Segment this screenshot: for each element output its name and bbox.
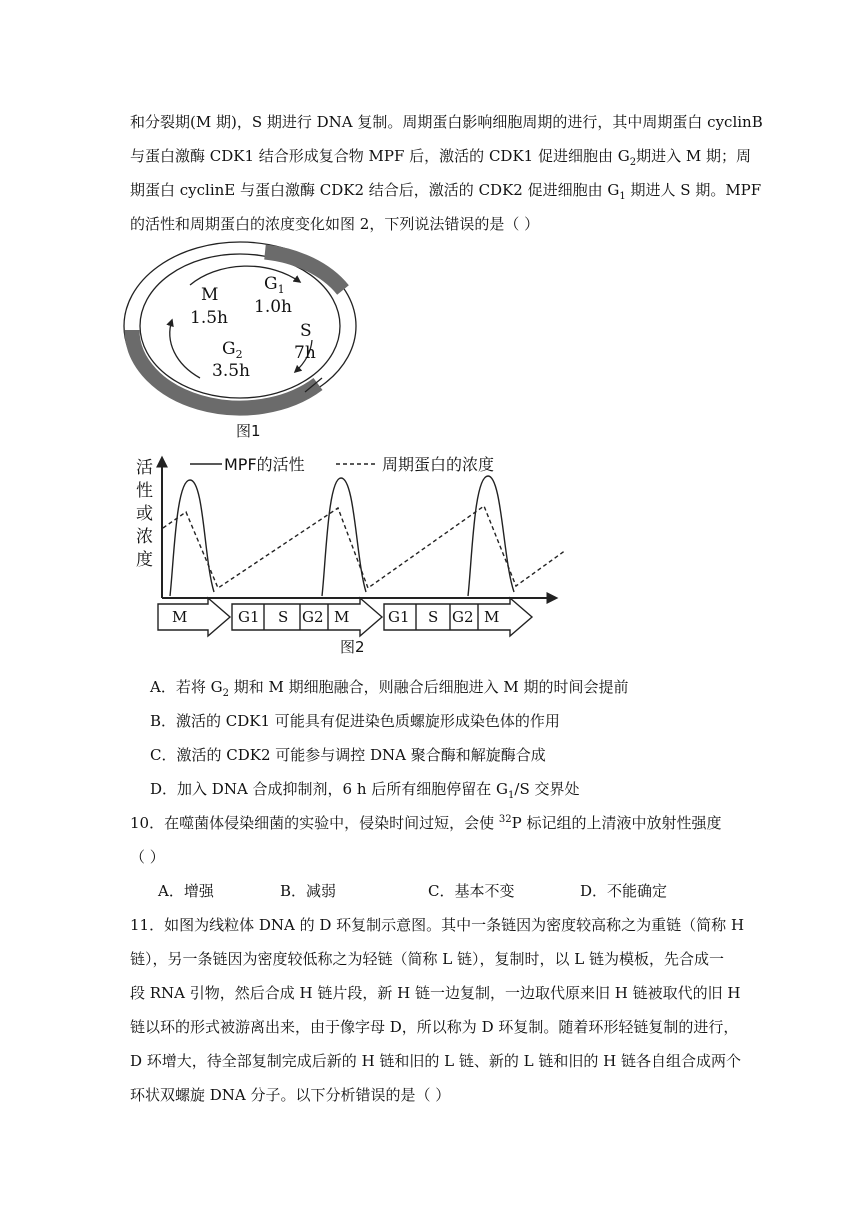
figure2-caption: 图2: [340, 638, 365, 656]
svg-text:G2: G2: [452, 608, 474, 626]
q10-choice-b: B．减弱: [280, 882, 337, 900]
svg-text:或: 或: [136, 504, 153, 524]
cell-cycle-diagram: [124, 242, 356, 440]
option-a: A．若将 $G_2$ 期和 M 期细胞融合，则融合后细胞进入 M 期的时间会提前: [150, 678, 629, 699]
option-d: D．加入 DNA 合成抑制剂，6 h 后所有细胞停留在 $G_1/S$ 交界处: [150, 780, 580, 801]
phase-s-label: S: [300, 321, 312, 341]
svg-text:性: 性: [136, 481, 153, 501]
phase-s-time: 7h: [294, 343, 316, 363]
question-11-stem: 11．如图为线粒体 DNA 的 D 环复制示意图。其中一条链因为密度较高称之为重链（简称 H 链），另一条链因为密度较低称之为轻链（简称 L 链），复制时，以 L 链为模板，先合成一 段 RNA 引物，然后合成 H 链片段，新 H 链一边复制，一边取代原来旧 H 链被取代的旧 H 链以环的形式被游离出来，由于像字母 D，所以称为 D 环复制。随着环形轻链复制的进行， D 环增大，待全部复制完成后新的 H 链和旧的 L 链、新的 L 链和旧的 H 链各自组合成两个 环状双螺旋 DNA 分子。以下分析错误的是（ ）: [130, 916, 745, 1104]
phase-g2-time: 3.5h: [212, 361, 250, 381]
phase-m-label: M: [201, 285, 219, 305]
phase-g2-label: $G_2$: [222, 339, 243, 361]
svg-text:G1: G1: [238, 608, 260, 626]
svg-text:G2: G2: [302, 608, 324, 626]
mpf-peak-3: [468, 476, 514, 596]
option-c: C．激活的 CDK2 可能参与调控 DNA 聚合酶和解旋酶合成: [150, 746, 546, 764]
svg-text:浓: 浓: [136, 527, 153, 547]
legend-cyclin: 周期蛋白的浓度: [382, 455, 495, 474]
svg-text:活: 活: [136, 458, 153, 478]
stem-line-2: 与蛋白激酶 CDK1 结合形成复合物 MPF 后，激活的 CDK1 促进细胞由 $G_2$期进入 M 期；周: [130, 147, 752, 168]
option-b: B．激活的 CDK1 可能具有促进染色质螺旋形成染色体的作用: [150, 712, 560, 730]
phase-g1-label: $G_1$: [264, 274, 285, 296]
legend-mpf: MPF的活性: [224, 455, 305, 474]
figure1-caption: 图1: [236, 422, 261, 440]
y-axis-label: [136, 458, 153, 570]
question-10-stem: 10．在噬菌体侵染细菌的实验中，侵染时间过短，会使 $^{32}$P 标记组的上清液中放射性强度: [130, 814, 722, 832]
q10-choice-c: C．基本不变: [428, 882, 515, 900]
q10-choice-a: A．增强: [158, 882, 214, 900]
stem-line-3: 期蛋白 cyclinE 与蛋白激酶 CDK2 结合后，激活的 CDK2 促进细胞由 $G_1$ 期进人 S 期。MPF: [130, 181, 762, 202]
stem-line-4: 的活性和周期蛋白的浓度变化如图 2，下列说法错误的是（ ）: [130, 215, 540, 233]
phase-g1-time: 1.0h: [254, 297, 292, 317]
svg-text:度: 度: [136, 550, 153, 570]
mpf-peak-2: [322, 478, 366, 596]
svg-text:M: M: [172, 608, 188, 626]
svg-text:M: M: [334, 608, 350, 626]
svg-text:S: S: [428, 608, 439, 626]
svg-text:M: M: [484, 608, 500, 626]
mpf-cyclin-chart: [136, 455, 566, 656]
mpf-peak-1: [170, 480, 214, 596]
question-10-paren: （ ）: [130, 848, 165, 866]
phase-m-time: 1.5h: [190, 308, 228, 328]
q10-choice-d: D．不能确定: [580, 882, 668, 900]
svg-text:G1: G1: [388, 608, 410, 626]
stem-line-1: 和分裂期(M 期)，S 期进行 DNA 复制。周期蛋白影响细胞周期的进行，其中周期蛋白 cyclinB: [130, 113, 763, 131]
svg-text:S: S: [278, 608, 289, 626]
